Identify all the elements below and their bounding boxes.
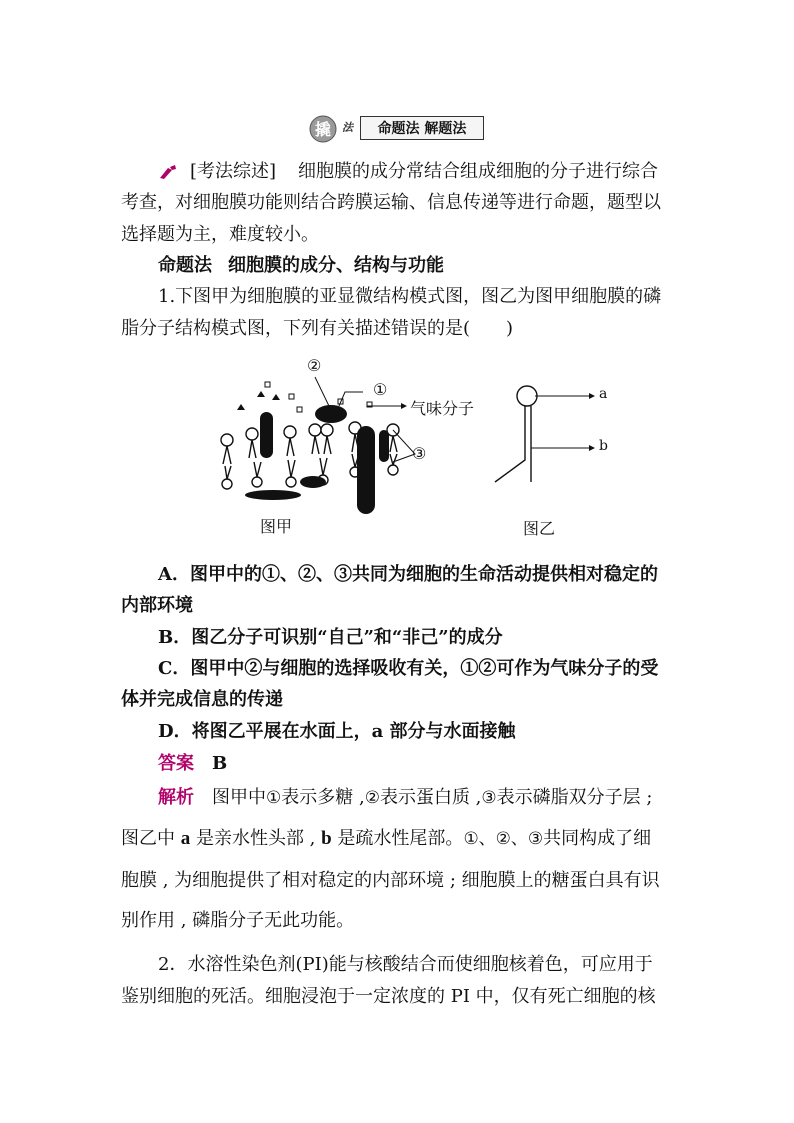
q2-line-2: 鉴别细胞的死活。细胞浸泡于一定浓度的 PI 中，仅有死亡细胞的核 [121,986,656,1007]
option-b: B．图乙分子可识别“自己”和“非己”的成分 [158,627,503,648]
analysis-text: 是疏水性尾部。 [331,828,464,849]
analysis-text: 共同构成了细 [543,828,652,849]
label-3: ③ [412,444,427,463]
letter-b: b [321,828,332,849]
caption-right: 图乙 [523,519,556,538]
b-label: b [599,438,608,454]
circled-3: ③ [481,788,497,808]
section-heading [158,254,676,278]
analysis-text: 图甲中 [212,787,266,808]
odor-label: 气味分子 [410,399,475,418]
a-label: a [599,386,608,402]
analysis-line-3: 胞膜 , 为细胞提供了相对稳定的内部环境 ; 细胞膜上的糖蛋白具有识 [121,870,660,891]
overview-line-2: 考查，对细胞膜功能则结合跨膜运输、信息传递等进行命题，题型以 [121,192,661,213]
membrane-figure [205,352,625,552]
circled-2: ② [364,788,380,808]
circled-1: ① [266,788,282,808]
analysis-line-4: 别作用 , 磷脂分子无此功能。 [121,910,355,931]
heading-label: 命题法 [158,255,212,276]
badge-tag: 法 [342,121,353,134]
pen-icon [158,164,178,180]
overview-text-1: 细胞膜的成分常结合组成细胞的分子进行综合 [298,161,659,182]
label-1: ① [373,380,388,399]
answer-value: B [212,753,228,774]
analysis-text: 图乙中 [121,828,181,849]
q1-stem-1: 1.下图甲为细胞膜的亚显微结构模式图，图乙为图甲细胞膜的磷 [158,286,662,307]
option-c-line-1: C．图甲中②与细胞的选择吸收有关，①②可作为气味分子的受 [158,658,659,679]
overview-line-1 [158,160,676,184]
section-banner [308,114,486,144]
caption-left: 图甲 [260,517,293,536]
badge-char: 撬 [314,120,332,139]
overview-label: [考法综述] [190,161,277,182]
answer-label: 答案 [158,753,194,774]
option-d: D．将图乙平展在水面上，a 部分与水面接触 [158,721,516,742]
banner-title: 命题法 解题法 [360,116,484,140]
label-2: ② [307,356,322,375]
option-c-line-2: 体并完成信息的传递 [121,689,283,710]
option-a-line-1: A．图甲中的①、②、③共同为细胞的生命活动提供相对稳定的 [158,564,658,585]
analysis-text: 是亲水性头部 , [190,828,322,849]
analysis-text: 表示蛋白质 , [379,787,482,808]
analysis-line-1 [158,786,676,810]
analysis-label: 解析 [158,787,194,808]
option-a-line-2: 内部环境 [121,595,193,616]
circled-all: ①、②、③ [463,829,544,849]
q1-stem-2: 脂分子结构模式图，下列有关描述错误的是( ) [121,318,514,339]
heading-text: 细胞膜的成分、结构与功能 [228,255,444,276]
letter-a: a [180,828,191,849]
overview-line-3: 选择题为主，难度较小。 [121,224,319,245]
analysis-line-2 [121,827,676,851]
q2-line-1: 2．水溶性染色剂(PI)能与核酸结合而使细胞核着色，可应用于 [158,954,653,975]
analysis-text: 表示磷脂双分子层 ; [496,787,653,808]
answer-row [158,752,676,776]
analysis-text: 表示多糖 , [281,787,365,808]
